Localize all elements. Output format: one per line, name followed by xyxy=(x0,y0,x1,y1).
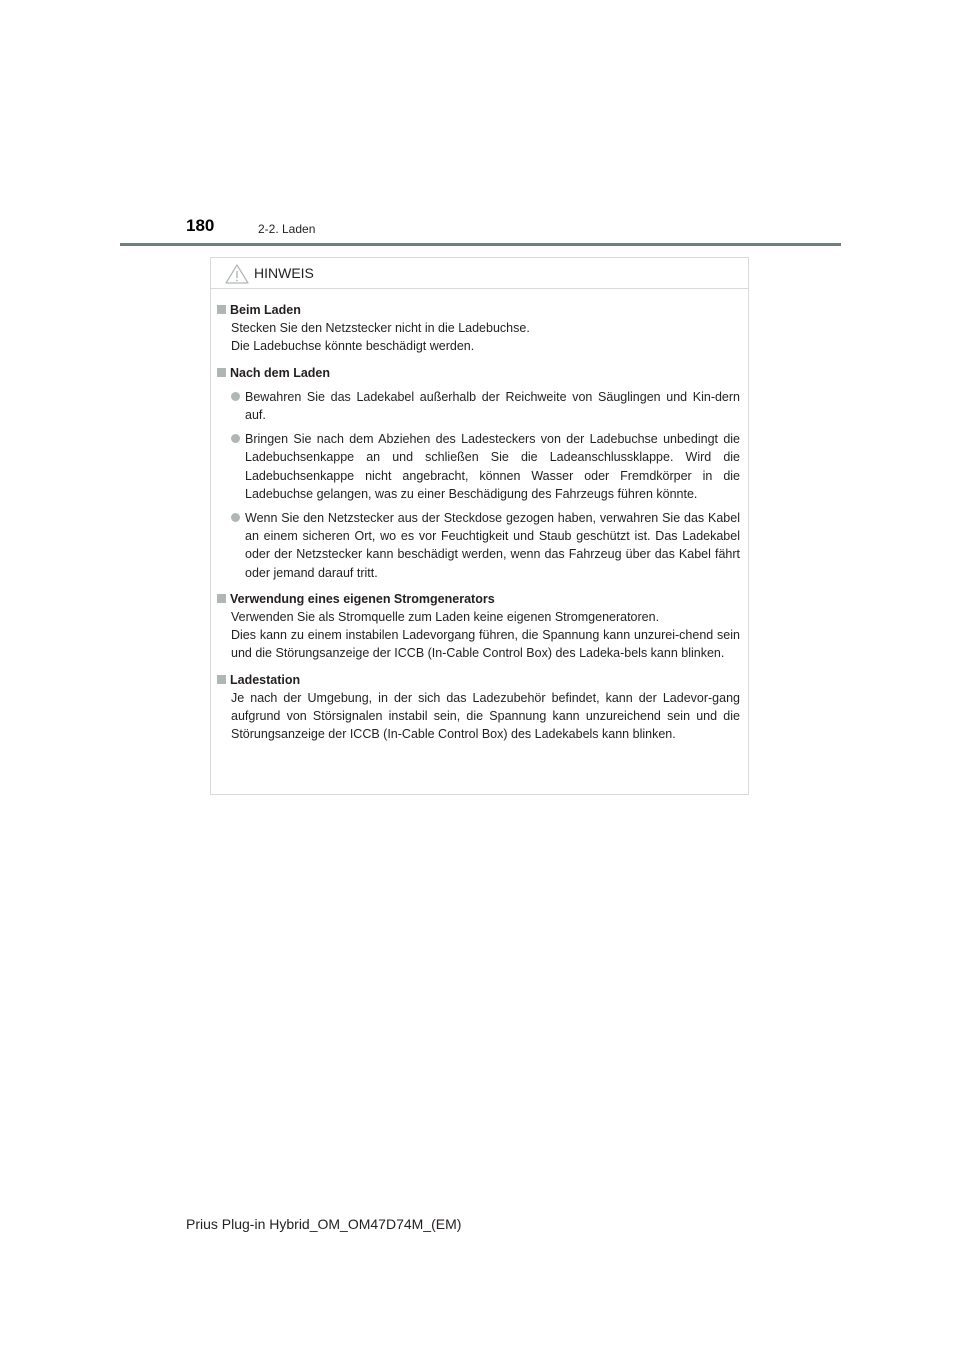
notice-body xyxy=(211,289,748,743)
circle-bullet-icon xyxy=(231,434,240,443)
section-heading-text: Verwendung eines eigenen Stromgenerators xyxy=(230,591,495,606)
page-number: 180 xyxy=(186,216,215,235)
square-bullet-icon xyxy=(217,305,226,314)
paragraph xyxy=(217,689,740,744)
square-bullet-icon xyxy=(217,675,226,684)
section-heading xyxy=(217,590,740,608)
footer-document-id: Prius Plug-in Hybrid_OM_OM47D74M_(EM) xyxy=(186,1216,462,1232)
section-heading xyxy=(217,364,740,382)
paragraph-line: Verwenden Sie als Stromquelle zum Laden keine eigenen Stromgeneratoren. xyxy=(231,610,660,625)
section-heading xyxy=(217,671,740,689)
notice-header xyxy=(211,258,748,289)
section-heading xyxy=(217,301,740,319)
circle-bullet-icon xyxy=(231,513,240,522)
paragraph-line: Je nach der Umgebung, in der sich das Ladezubehör befindet, kann der Ladevor-gang aufgrund von Störsignalen instabil sein, die Spannung kann unzureichend sein und die Störungsanzeige der ICCB (In-Cable Control Box) des Ladekabels kann blinken. xyxy=(231,690,740,742)
section-beim-laden xyxy=(217,301,740,356)
section-ladestation xyxy=(217,671,740,744)
paragraph xyxy=(217,608,740,663)
list-item xyxy=(231,509,740,582)
warning-triangle-icon xyxy=(225,264,249,284)
paragraph xyxy=(217,319,740,355)
list-item-text: Bringen Sie nach dem Abziehen des Ladesteckers von der Ladebuchse unbedingt die Ladebuchsenkappe an und schließen Sie die Ladeanschlussklappe. Wird die Ladebuchsenkappe nicht angebracht, können Wasser oder Fremdkörper in die Ladebuchse gelangen, was zu einer Beschädigung des Fahrzeugs führen könnte. xyxy=(245,432,740,501)
list-item xyxy=(231,430,740,503)
list-item-text: Wenn Sie den Netzstecker aus der Steckdose gezogen haben, verwahren Sie das Kabel an einem sicheren Ort, wo es vor Feuchtigkeit und Staub geschützt ist. Das Ladekabel oder der Netzstecker kann beschädigt werden, wenn das Fahrzeug über das Kabel fährt oder jemand darauf tritt. xyxy=(245,511,740,580)
list-item-text: Bewahren Sie das Ladekabel außerhalb der Reichweite von Säuglingen und Kin-dern auf. xyxy=(245,389,740,423)
list-item xyxy=(231,388,740,424)
paragraph-line: Die Ladebuchse könnte beschädigt werden. xyxy=(231,339,475,354)
section-title: 2-2. Laden xyxy=(258,222,316,236)
notice-box xyxy=(210,257,749,795)
section-stromgenerator xyxy=(217,590,740,663)
circle-bullet-icon xyxy=(231,392,240,401)
paragraph-line: Dies kann zu einem instabilen Ladevorgang führen, die Spannung kann unzurei-chend sein und die Störungsanzeige der ICCB (In-Cable Control Box) des Ladeka-bels kann blinken. xyxy=(231,628,740,661)
square-bullet-icon xyxy=(217,368,226,377)
header-divider xyxy=(120,243,841,246)
square-bullet-icon xyxy=(217,594,226,603)
section-heading-text: Ladestation xyxy=(230,672,301,687)
section-heading-text: Nach dem Laden xyxy=(230,365,331,380)
paragraph-line: Stecken Sie den Netzstecker nicht in die Ladebuchse. xyxy=(231,321,530,336)
section-nach-dem-laden xyxy=(217,364,740,582)
section-heading-text: Beim Laden xyxy=(230,303,301,317)
notice-title: HINWEIS xyxy=(254,265,314,281)
bullet-list xyxy=(217,388,740,582)
